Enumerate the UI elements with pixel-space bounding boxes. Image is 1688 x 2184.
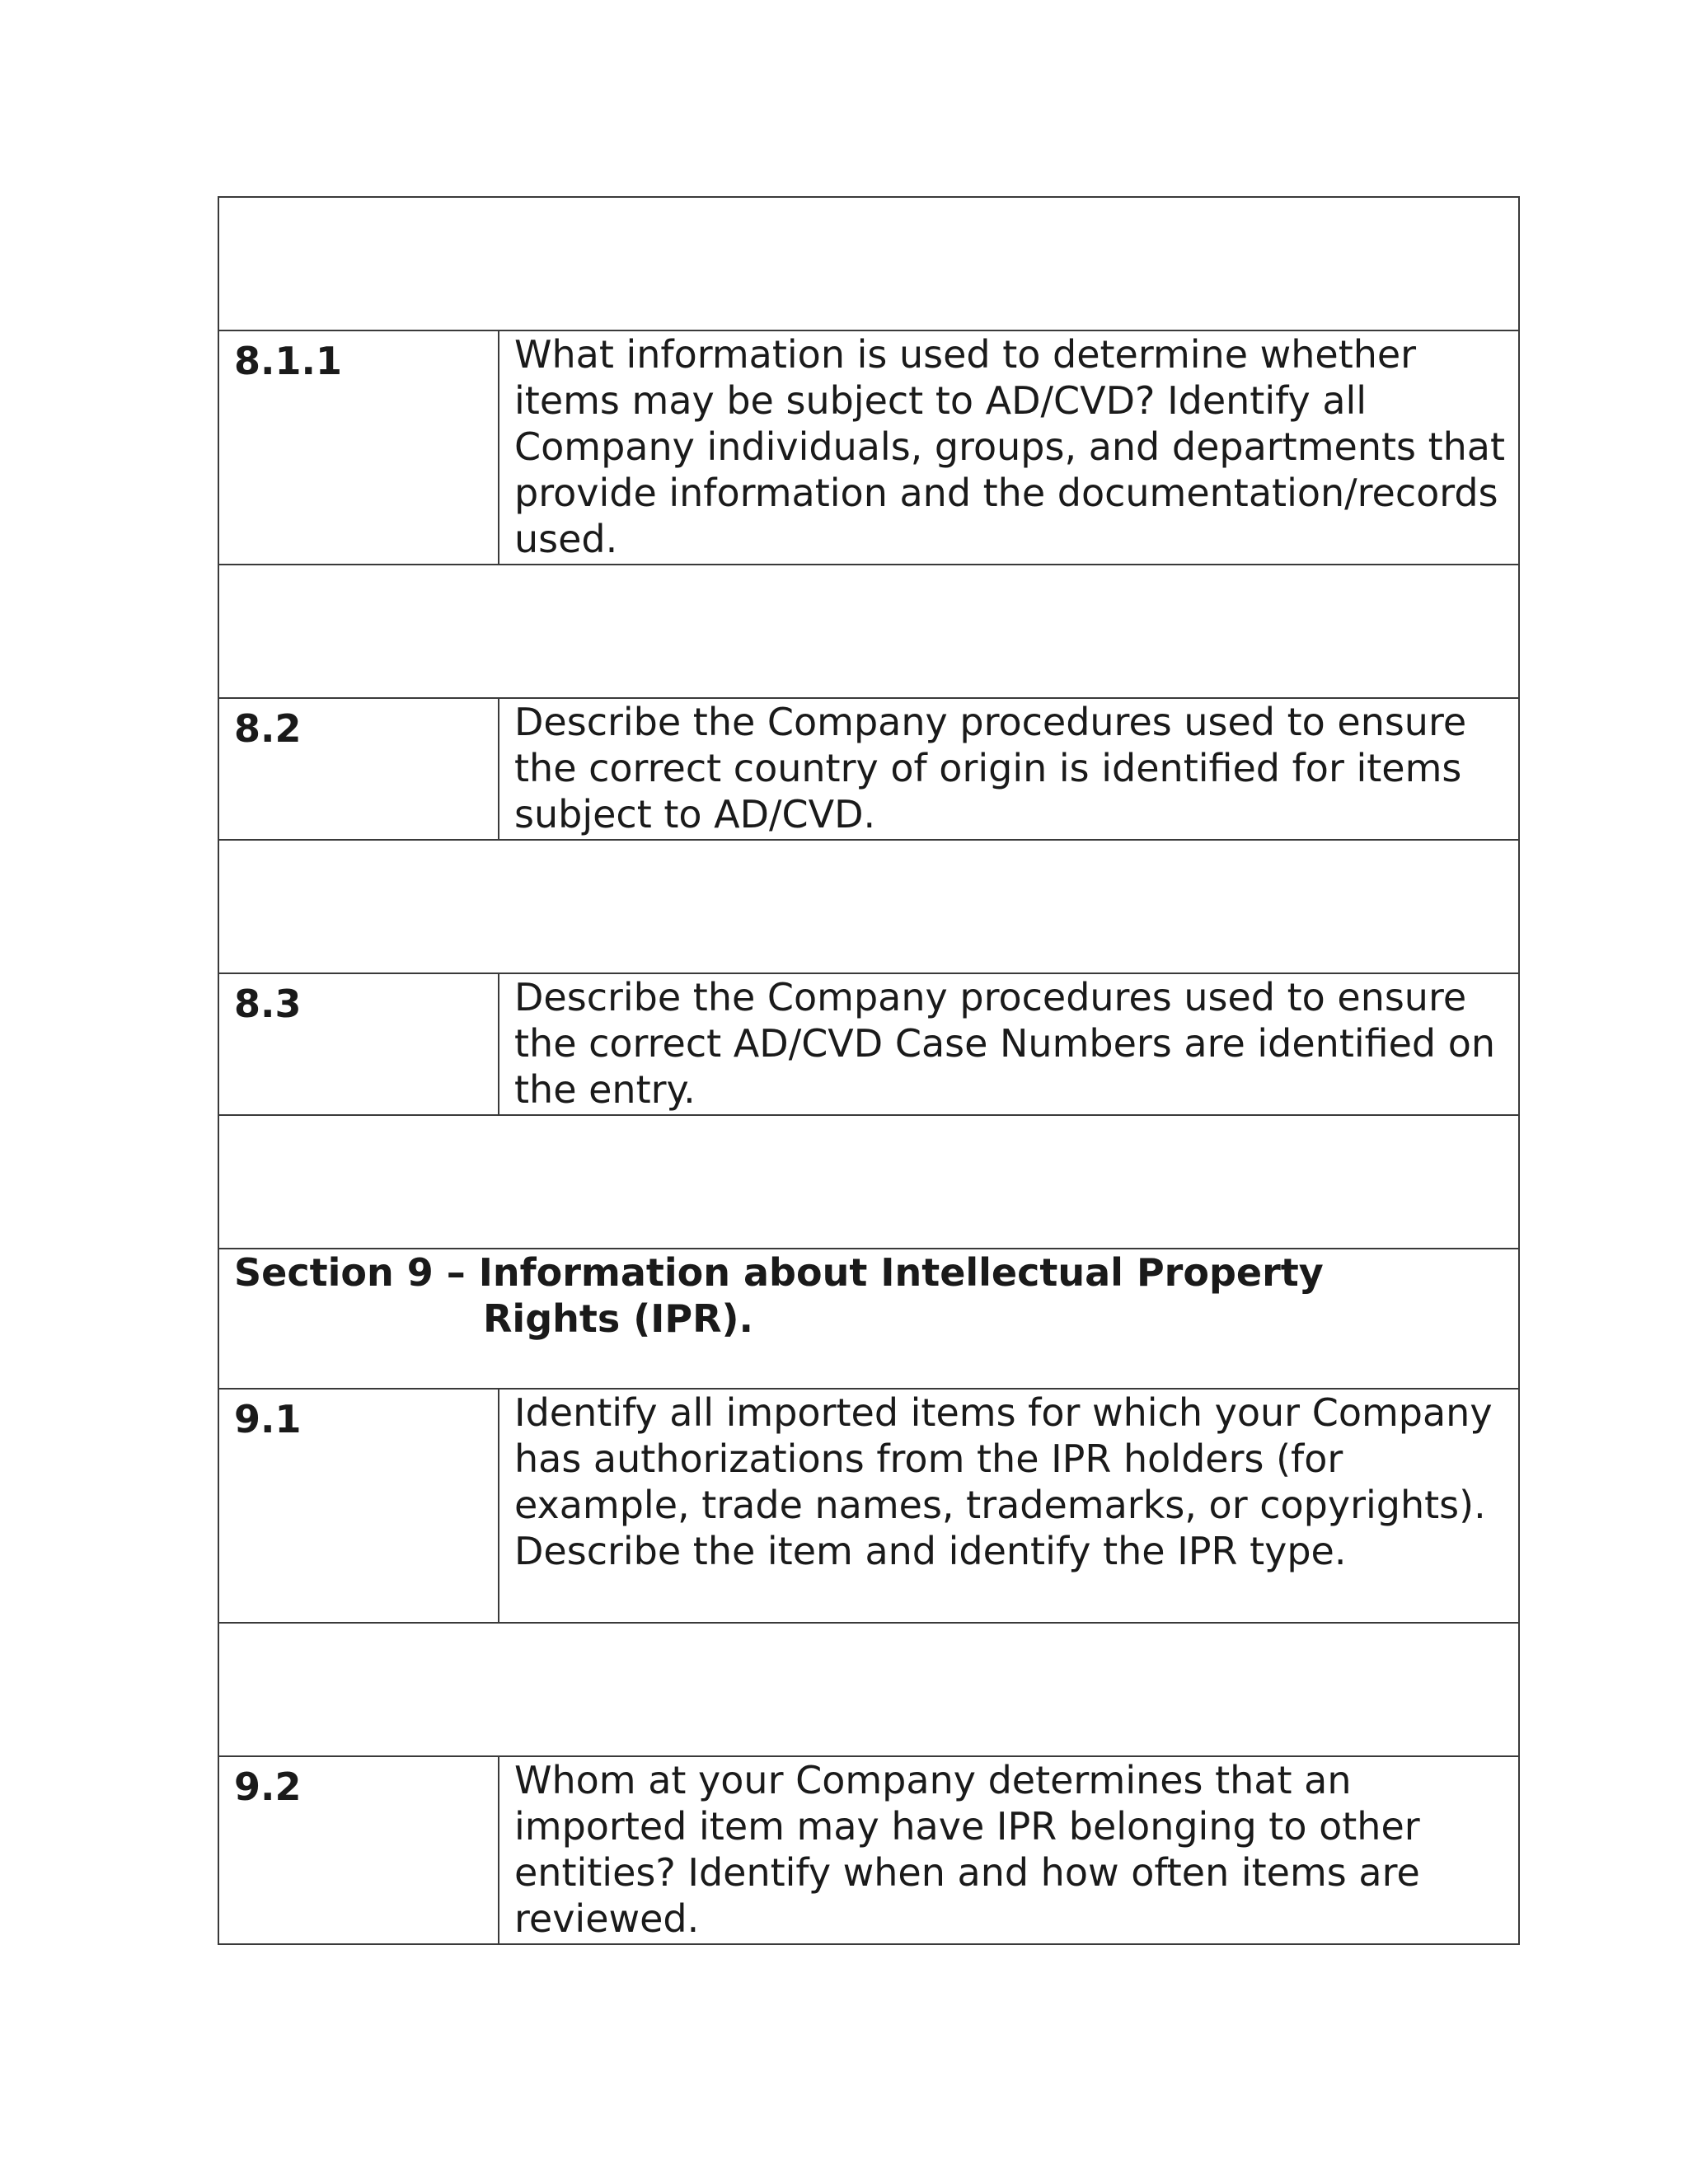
section-heading-row — [218, 1249, 1519, 1389]
answer-row-blank — [218, 1623, 1519, 1756]
question-row — [218, 698, 1519, 840]
question-number: 9.1 — [218, 1389, 499, 1623]
question-row — [218, 1389, 1519, 1623]
question-text: Whom at your Company determines that an imported item may have IPR belonging to other entities? Identify when and how often items are reviewed. — [499, 1756, 1519, 1944]
question-row — [218, 973, 1519, 1115]
answer-row-blank — [218, 1115, 1519, 1249]
question-text: What information is used to determine whether items may be subject to AD/CVD? Identify all Company individuals, groups, and departments that provide information and the documentation/records used. — [499, 330, 1519, 565]
question-row — [218, 330, 1519, 565]
answer-cell[interactable] — [218, 565, 1519, 698]
question-number: 8.1.1 — [218, 330, 499, 565]
question-text: Identify all imported items for which your Company has authorizations from the IPR holders (for example, trade names, trademarks, or copyrights). Describe the item and identify the IPR type. — [499, 1389, 1519, 1623]
answer-row-blank — [218, 565, 1519, 698]
question-text: Describe the Company procedures used to ensure the correct AD/CVD Case Numbers are identified on the entry. — [499, 973, 1519, 1115]
answer-row-blank — [218, 840, 1519, 973]
question-number: 8.3 — [218, 973, 499, 1115]
questionnaire-table — [218, 196, 1520, 1945]
question-text: Describe the Company procedures used to ensure the correct country of origin is identified for items subject to AD/CVD. — [499, 698, 1519, 840]
answer-cell[interactable] — [218, 840, 1519, 973]
question-number: 8.2 — [218, 698, 499, 840]
question-row — [218, 1756, 1519, 1944]
answer-cell[interactable] — [218, 1623, 1519, 1756]
answer-row-blank — [218, 197, 1519, 330]
section-heading-line-2: Rights (IPR). — [483, 1296, 754, 1341]
section-heading-line-1: Section 9 – Information about Intellectual Property — [234, 1250, 1324, 1295]
answer-cell[interactable] — [218, 197, 1519, 330]
section-heading — [218, 1249, 1519, 1389]
answer-cell[interactable] — [218, 1115, 1519, 1249]
question-number: 9.2 — [218, 1756, 499, 1944]
